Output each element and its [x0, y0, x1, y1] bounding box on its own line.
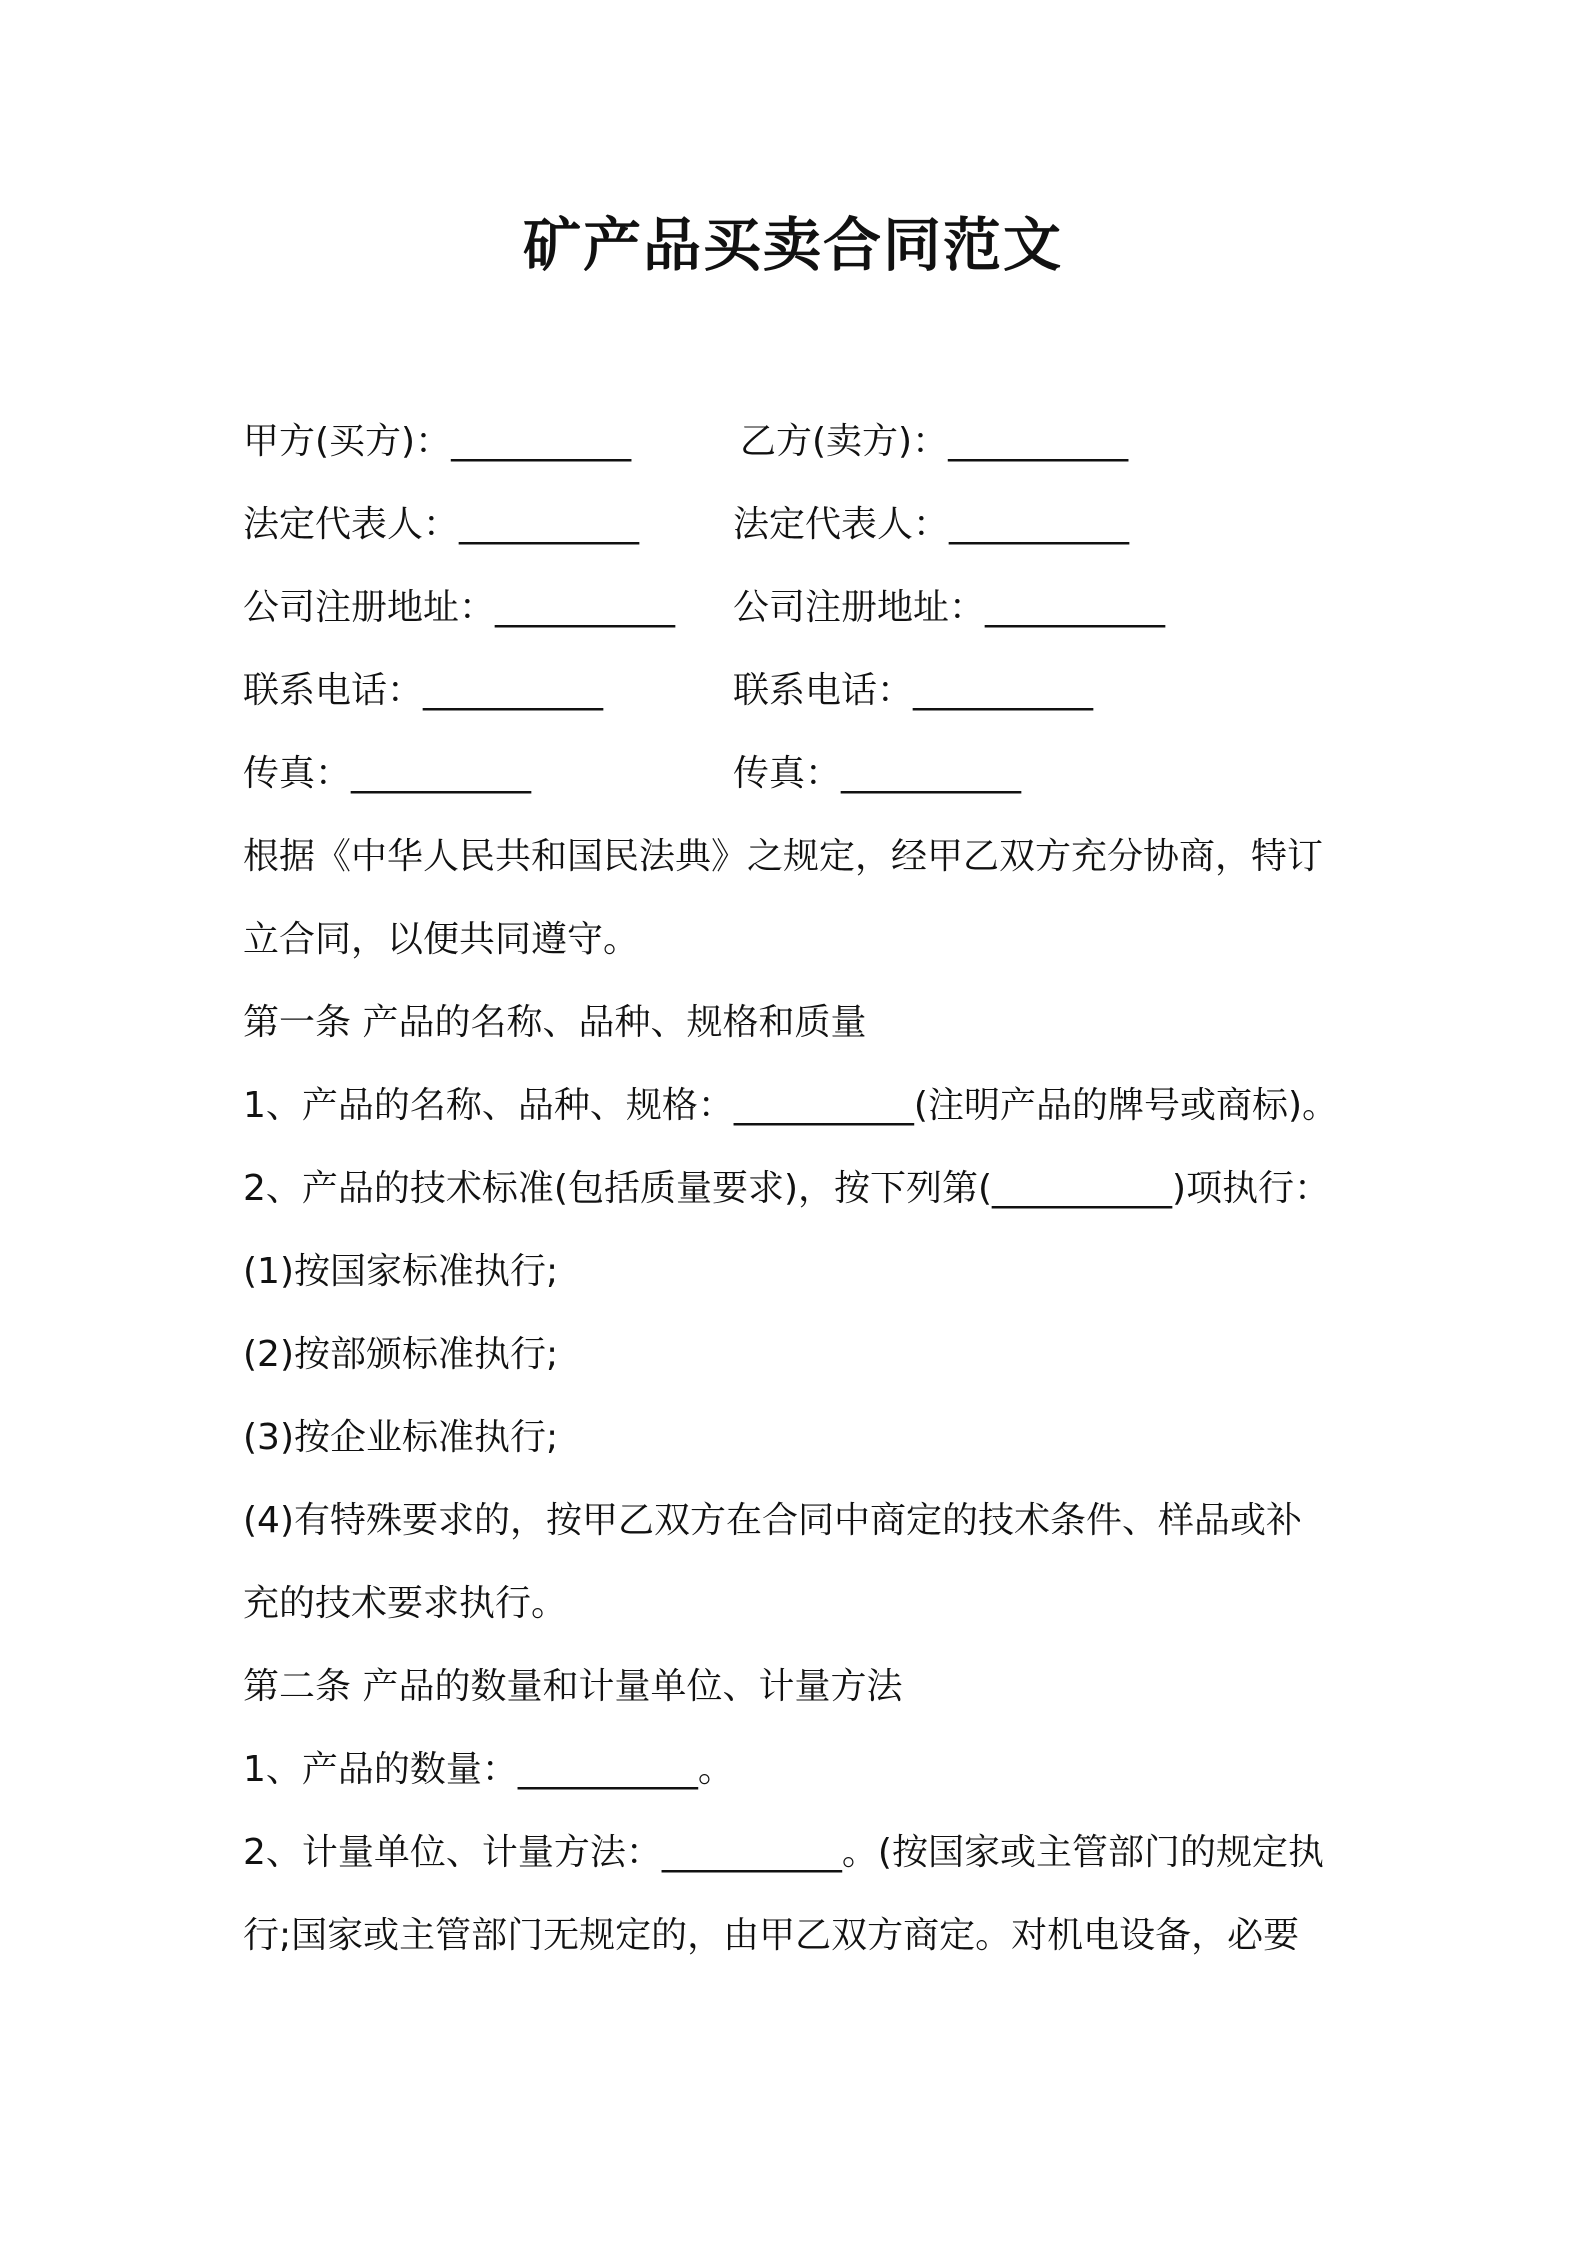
party-row-fax — [243, 732, 1373, 815]
seller-representative-field: 法定代表人：__________ — [733, 504, 1130, 545]
party-row-name — [243, 400, 1373, 483]
article-2-item-1: 1、产品的数量：__________。 — [243, 1749, 734, 1790]
party-row-representative — [243, 483, 1373, 566]
standard-option-4-line-2: 充的技术要求执行。 — [243, 1583, 568, 1624]
preamble-line-1: 根据《中华人民共和国民法典》之规定，经甲乙双方充分协商，特订 — [243, 836, 1324, 877]
article-2-item-2-line-1: 2、计量单位、计量方法：__________。(按国家或主管部门的规定执 — [243, 1832, 1324, 1873]
document-title: 矿产品买卖合同范文 — [522, 211, 1063, 279]
article-2-heading: 第二条 产品的数量和计量单位、计量方法 — [243, 1666, 903, 1707]
buyer-fax-field: 传真：__________ — [243, 753, 532, 794]
standard-option-4-line-1: (4)有特殊要求的，按甲乙双方在合同中商定的技术条件、样品或补 — [243, 1500, 1302, 1541]
seller-phone-field: 联系电话：__________ — [733, 670, 1094, 711]
standard-option-2: (2)按部颁标准执行; — [243, 1334, 559, 1375]
party-row-address — [243, 566, 1373, 649]
seller-address-field: 公司注册地址：__________ — [733, 587, 1166, 628]
article-1-heading: 第一条 产品的名称、品种、规格和质量 — [243, 1002, 867, 1043]
article-2-item-2-line-2: 行;国家或主管部门无规定的，由甲乙双方商定。对机电设备，必要 — [243, 1915, 1300, 1956]
buyer-name-field: 甲方(买方)：__________ — [243, 421, 632, 462]
standard-option-3: (3)按企业标准执行; — [243, 1417, 559, 1458]
seller-fax-field: 传真：__________ — [733, 753, 1022, 794]
buyer-phone-field: 联系电话：__________ — [243, 670, 604, 711]
standard-option-1: (1)按国家标准执行; — [243, 1251, 559, 1292]
document-body — [243, 400, 1373, 1977]
buyer-representative-field: 法定代表人：__________ — [243, 504, 640, 545]
article-1-item-2: 2、产品的技术标准(包括质量要求)，按下列第(__________)项执行： — [243, 1168, 1331, 1209]
article-1-item-1: 1、产品的名称、品种、规格：__________(注明产品的牌号或商标)。 — [243, 1085, 1338, 1126]
party-row-phone — [243, 649, 1373, 732]
buyer-address-field: 公司注册地址：__________ — [243, 587, 676, 628]
preamble-line-2: 立合同，以便共同遵守。 — [243, 919, 640, 960]
seller-name-field: 乙方(卖方)：__________ — [740, 421, 1129, 462]
